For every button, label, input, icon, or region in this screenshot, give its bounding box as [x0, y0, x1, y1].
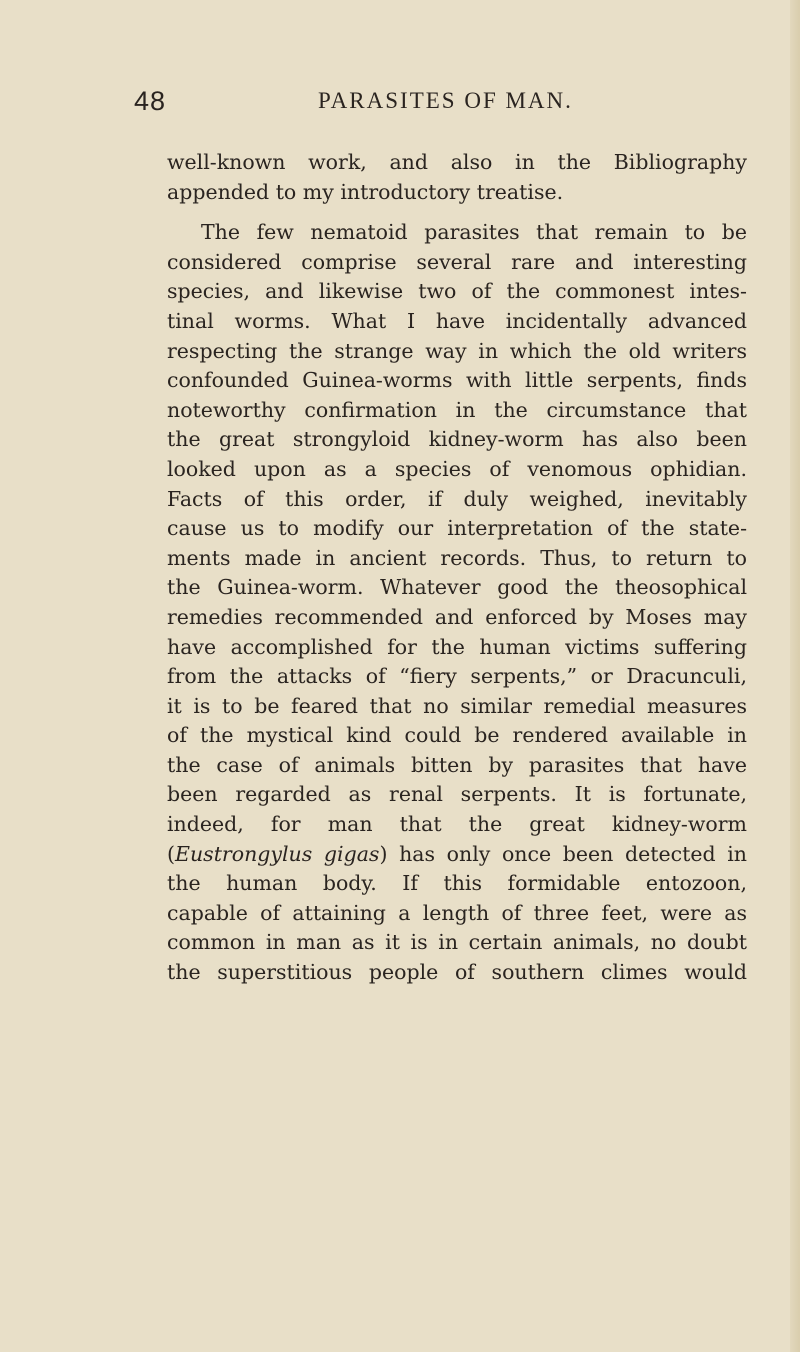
page-number: 48 [134, 86, 167, 116]
text-line: ments made in ancient records. Thus, to return to [167, 545, 747, 570]
text-line: confounded Guinea-worms with little serpents, finds [167, 368, 747, 393]
page-header [0, 86, 800, 126]
paragraph [167, 218, 747, 987]
text-line: been regarded as renal serpents. It is fortunate, [167, 782, 747, 807]
text-line: species, and likewise two of the commonest intes- [167, 279, 747, 304]
text-line: cause us to modify our interpretation of the state- [167, 516, 747, 541]
text-line: indeed, for man that the great kidney-worm [167, 812, 747, 837]
text-line: the Guinea-worm. Whatever good the theosophical [167, 575, 747, 600]
text-line: of the mystical kind could be rendered available in [167, 723, 747, 748]
text-line: respecting the strange way in which the old writers [167, 338, 747, 363]
text-line: it is to be feared that no similar remedial measures [167, 693, 747, 718]
text-line: looked upon as a species of venomous ophidian. [167, 456, 747, 481]
paragraph [167, 148, 747, 207]
text-line: common in man as it is in certain animals, no doubt [167, 930, 747, 955]
body-text [167, 148, 747, 988]
text-line: the human body. If this formidable entozoon, [167, 871, 747, 896]
text-line: The few nematoid parasites that remain to be [201, 220, 747, 245]
text-line: Facts of this order, if duly weighed, inevitably [167, 486, 747, 511]
text-line-with-italic: (Eustrongylus gigas) has only once been detected in [167, 841, 747, 866]
page-edge [790, 0, 800, 1352]
text-line: the great strongyloid kidney-worm has also been [167, 427, 747, 452]
text-line: capable of attaining a length of three feet, were as [167, 900, 747, 925]
species-name: Eustrongylus gigas [175, 841, 380, 866]
text-line: appended to my introductory treatise. [167, 179, 564, 204]
text-line: tinal worms. What I have incidentally advanced [167, 308, 747, 333]
running-title: PARASITES OF MAN. [318, 88, 573, 113]
text-line: the superstitious people of southern climes would [167, 960, 747, 985]
text-line: noteworthy confirmation in the circumstance that [167, 397, 747, 422]
text-line: from the attacks of “fiery serpents,” or Dracunculi, [167, 664, 747, 689]
text-line: the case of animals bitten by parasites that have [167, 752, 747, 777]
text-line: well-known work, and also in the Bibliography [167, 150, 747, 174]
text-line: considered comprise several rare and interesting [167, 249, 747, 274]
text-line: have accomplished for the human victims suffering [167, 634, 747, 659]
text-line: remedies recommended and enforced by Moses may [167, 604, 747, 629]
